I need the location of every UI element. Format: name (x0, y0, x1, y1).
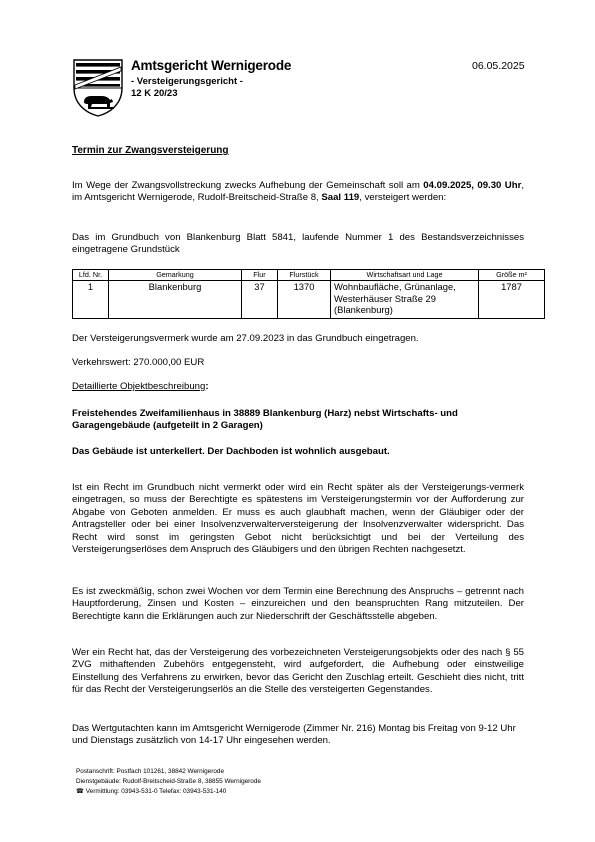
objection-paragraph: Wer ein Recht hat, das der Versteigerung des vorbezeichneten Versteigerungsobjekts oder des nach § 55 ZVG mithaftenden Zubehörs entgegensteht, wird aufgefordert, die Aufhebung oder einstweilige Einstellung des Verfahrens zu erwirken, bevor das Gericht den Zuschlag erteilt. Geschieht dies nicht, tritt für das Recht der Versteigerungserlös an die Stelle des versteigerten Gegenstandes. (72, 647, 524, 696)
footer-postal-address: Postanschrift: Postfach 101261, 38842 Wernigerode (76, 768, 225, 775)
column-header: Gemarkung (109, 270, 242, 281)
vermerk-text: Der Versteigerungsvermerk wurde am 27.09.2023 in das Grundbuch eingetragen. (72, 333, 419, 344)
document-date: 06.05.2025 (472, 60, 525, 72)
verkehrswert-text: Verkehrswert: 270.000,00 EUR (72, 357, 205, 368)
coat-of-arms-icon (72, 58, 124, 118)
parcel-table (72, 269, 545, 319)
claim-paragraph: Es ist zweckmäßig, schon zwei Wochen vor dem Termin eine Berechnung des Anspruchs – getrennt nach Hauptforderung, Zinsen und Kosten – einzureichen und den beanspruchten Rang mitzuteilen. Der Berechtigte kann die Erklärungen auch zur Niederschrift der Geschäftsstelle abgeben. (72, 586, 524, 622)
file-number: 12 K 20/23 (131, 88, 178, 99)
objekt-label-colon: : (205, 381, 209, 392)
column-header: Flur (242, 270, 278, 281)
cell-groesse: 1787 (479, 281, 545, 319)
intro-text-3: , versteigert werden: (359, 192, 447, 204)
cell-nr: 1 (73, 281, 109, 319)
court-name: Amtsgericht Wernigerode (131, 58, 292, 73)
column-header: Lfd. Nr. (73, 270, 109, 281)
footer (76, 767, 261, 798)
objekt-description: Freistehendes Zweifamilienhaus in 38889 Blankenburg (Harz) nebst Wirtschafts- und Garagengebäude (aufgeteilt in 2 Garagen) (72, 408, 458, 432)
cell-flur: 37 (242, 281, 278, 319)
cell-gemarkung: Blankenburg (109, 281, 242, 319)
objekt-description-2: Das Gebäude ist unterkellert. Der Dachboden ist wohnlich ausgebaut. (72, 446, 390, 457)
intro-text-2: , im Amtsgericht Wernigerode, Rudolf-Breitscheid-Straße 8, (72, 180, 524, 204)
appraisal-paragraph: Das Wertgutachten kann im Amtsgericht Wernigerode (Zimmer Nr. 216) Montag bis Freitag von 9-12 Uhr und Dienstags zusätzlich von 14-17 Uhr eingesehen werden. (72, 723, 516, 747)
footer-phone: ☎ Vermittlung: 03943-531-0 Telefax: 03943-531-140 (76, 788, 227, 796)
cell-flurstueck: 1370 (278, 281, 331, 319)
objekt-label (72, 381, 524, 393)
document-title: Termin zur Zwangsversteigerung (72, 145, 229, 156)
rights-paragraph: Ist ein Recht im Grundbuch nicht vermerkt oder wird ein Recht später als der Versteigerungs-vermerk eingetragen, so muss der Berechtigte es spätestens im Versteigerungstermin vor der Aufforderung zur Abgabe von Geboten anmelden. Er muss es auch glaubhaft machen, wenn der Gläubiger oder der Antragsteller oder bei einer Insolvenzverwalterversteigerung der Insolvenzverwalter widerspricht. Das Recht wird sonst im geringsten Gebot nicht berücksichtigt und bei der Verteilung des Versteigerungserlöses dem Anspruch des Gläubigers und den übrigen Rechten nachgesetzt. (72, 482, 524, 556)
auction-date-time: 04.09.2025, 09.30 Uhr (423, 180, 522, 191)
intro-paragraph (72, 180, 524, 205)
cell-wirtschaftsart: Wohnbaufläche, Grünanlage, Westerhäuser Straße 29 (Blankenburg) (331, 281, 479, 319)
column-header: Flurstück (278, 270, 331, 281)
objekt-label-text: Detaillierte Objektbeschreibung (72, 381, 206, 392)
footer-office-address: Dienstgebäude: Rudolf-Breitscheid-Straße 8, 38855 Wernigerode (76, 778, 261, 786)
table-row (73, 281, 545, 319)
auction-room: Saal 119 (321, 192, 360, 204)
intro-text-1: Im Wege der Zwangsvollstreckung zwecks Aufhebung der Gemeinschaft soll am (72, 180, 424, 191)
column-header: Größe m² (479, 270, 545, 281)
grundbuch-paragraph: Das im Grundbuch von Blankenburg Blatt 5841, laufende Nummer 1 des Bestandsverzeichnisses eingetragene Grundstück (72, 232, 524, 256)
court-subtitle: - Versteigerungsgericht - (131, 76, 243, 87)
column-header: Wirtschaftsart und Lage (331, 270, 479, 281)
table-header-row (73, 270, 545, 281)
